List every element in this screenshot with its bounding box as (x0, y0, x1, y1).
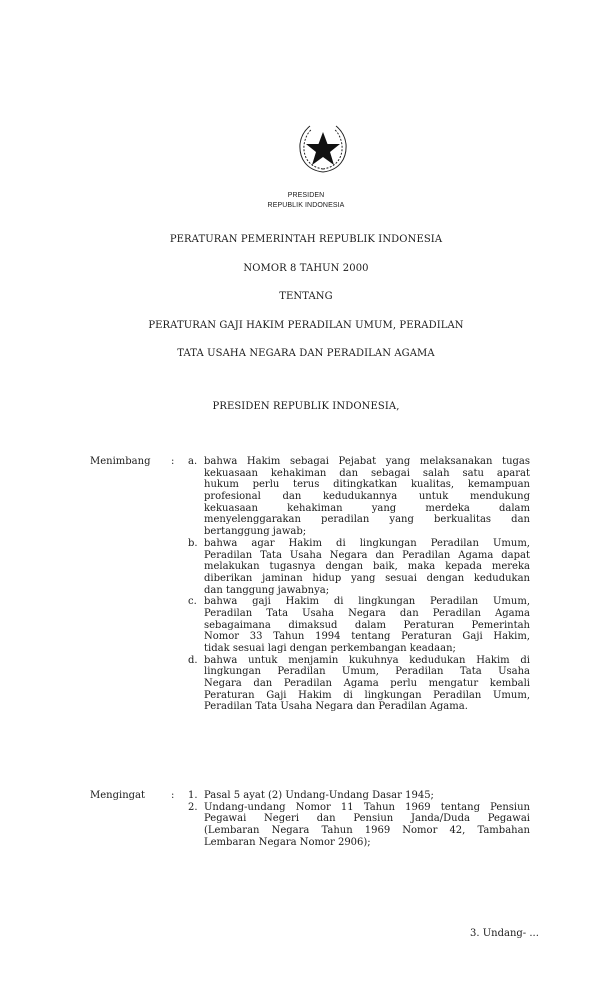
item-text-line: Peradilan Tata Usaha Negara dan Peradilan Agama (204, 607, 530, 619)
item-text-line: tidak sesuai lagi dengan perkembangan keadaan; (204, 643, 456, 654)
mengingat-item (188, 790, 530, 802)
item-text-line: Peradilan Tata Usaha Negara dan Peradilan Agama. (204, 701, 468, 713)
mengingat-label: Mengingat (90, 790, 146, 801)
item-text-line: kekuasaan kehakiman yang merdeka dalam (204, 502, 530, 514)
item-text-line: kekuasaan kehakiman dan sebagai salah satu aparat (204, 467, 530, 479)
item-text-line: menyelenggarakan peradilan yang berkualitas dan (204, 514, 530, 526)
item-text-line: profesional dan kedudukannya untuk mendukung (204, 491, 530, 503)
menimbang-label: Menimbang (90, 456, 151, 467)
item-text-line: dan tanggung jawabnya; (204, 584, 330, 596)
item-text-line: hukum perlu terus ditingkatkan kualitas, kemampuan (204, 479, 530, 491)
menimbang-colon: : (171, 456, 175, 467)
item-text-line: Pasal 5 ayat (2) Undang-Undang Dasar 1945; (204, 790, 434, 801)
item-text-line: (Lembaran Negara Tahun 1969 Nomor 42, Tambahan (204, 825, 530, 837)
item-text-line: Undang-undang Nomor 11 Tahun 1969 tentang Pensiun (204, 801, 530, 813)
menimbang-item (188, 537, 530, 596)
item-text-line: Peradilan Tata Usaha Negara dan Peradilan Agama dapat (204, 549, 530, 561)
item-marker: 2. (188, 801, 198, 813)
regulation-subject-line2: TATA USAHA NEGARA DAN PERADILAN AGAMA (177, 348, 435, 359)
president-heading: PRESIDEN REPUBLIK INDONESIA, (212, 401, 400, 412)
menimbang-list (188, 456, 530, 713)
item-text-line: lingkungan Peradilan Umum, Peradilan Tata Usaha (204, 666, 530, 678)
item-text-line: sebagaimana dimaksud dalam Peraturan Pemerintah (204, 619, 530, 631)
menimbang-item (188, 596, 530, 654)
item-text-line: Lembaran Negara Nomor 2906); (204, 836, 371, 848)
item-text-line: bahwa Hakim sebagai Pejabat yang melaksanakan tugas (204, 456, 530, 467)
item-text-line: bahwa agar Hakim di lingkungan Peradilan Umum, (204, 537, 530, 549)
menimbang-item (188, 456, 530, 538)
mengingat-list (188, 790, 530, 848)
item-text-line: bahwa untuk menjamin kukuhnya kedudukan Hakim di (204, 654, 530, 666)
menimbang-item (188, 654, 530, 713)
item-text-line: diberikan jaminan hidup yang sesuai dengan kedudukan (204, 572, 530, 584)
item-marker: d. (188, 654, 198, 666)
page-continuation: 3. Undang- ... (470, 928, 539, 939)
item-text-line: melakukan tugasnya dengan baik, maka kepada mereka (204, 561, 530, 573)
item-text-line: Peraturan Gaji Hakim di lingkungan Peradilan Umum, (204, 689, 530, 701)
mengingat-colon: : (171, 790, 175, 801)
item-marker: 1. (188, 790, 198, 801)
item-text-line: Nomor 33 Tahun 1994 tentang Peraturan Gaji Hakim, (204, 631, 530, 643)
mengingat-item (188, 801, 530, 849)
regulation-number: NOMOR 8 TAHUN 2000 (243, 263, 369, 274)
item-text-line: bahwa gaji Hakim di lingkungan Peradilan Umum, (204, 596, 530, 608)
regulation-title: PERATURAN PEMERINTAH REPUBLIK INDONESIA (169, 234, 443, 245)
emblem-caption-republic: REPUBLIK INDONESIA (267, 202, 345, 209)
item-text-line: bertanggung jawab; (204, 526, 307, 538)
regulation-about: TENTANG (279, 291, 333, 302)
item-text-line: Negara dan Peradilan Agama perlu mengatur kembali (204, 678, 530, 690)
item-text-line: Pegawai Negeri dan Pensiun Janda/Duda Pegawai (204, 813, 530, 825)
item-marker: b. (188, 537, 198, 549)
item-marker: a. (188, 456, 198, 467)
regulation-subject-line1: PERATURAN GAJI HAKIM PERADILAN UMUM, PERADILAN (148, 320, 464, 331)
garuda-star-emblem (296, 122, 350, 176)
emblem-caption-president: PRESIDEN (287, 192, 325, 199)
item-marker: c. (188, 596, 197, 608)
